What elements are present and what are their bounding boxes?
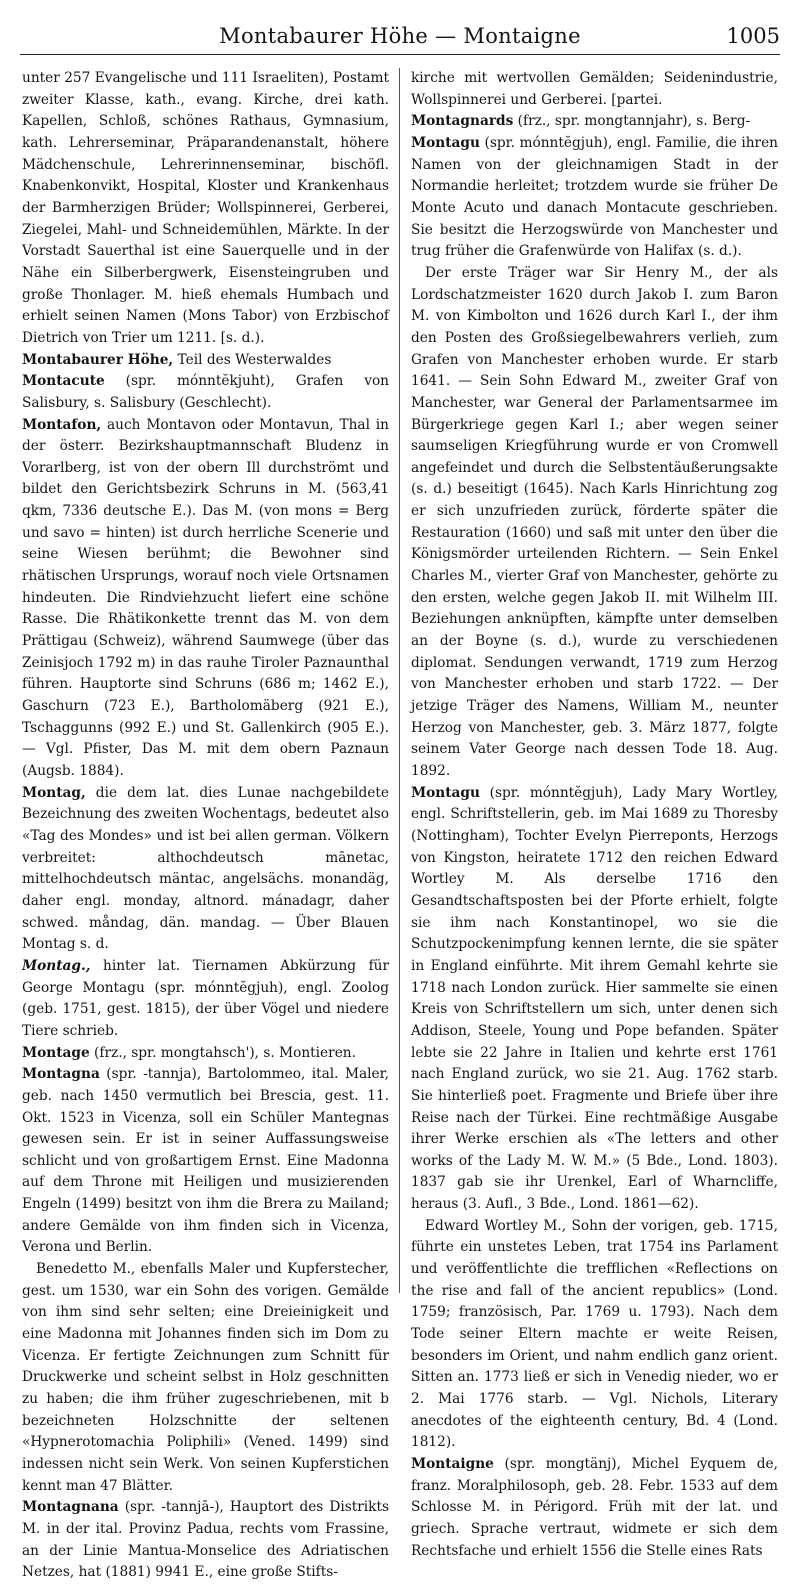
entry bbox=[22, 1064, 389, 1259]
entry-headword: Montagnana bbox=[22, 1499, 119, 1516]
left-column bbox=[22, 68, 390, 1581]
entry bbox=[22, 371, 389, 414]
entry-headword: Montage bbox=[22, 1044, 90, 1061]
entry bbox=[22, 68, 389, 350]
entry bbox=[22, 1043, 389, 1065]
entry-text: (frz., spr. mongtahsch'), s. Montieren. bbox=[89, 1044, 356, 1061]
entry-text: kirche mit wertvollen Gemälden; Seidenindustrie, Wollspinnerei und Gerberei. [partei. bbox=[411, 70, 778, 108]
entry-text: die dem lat. dies Lunae nachgebildete Bezeichnung des zweiten Wochentags, bedeutet also «Tag des Mondes» und ist bei allen german. Völkern verbreitet: althochdeutsch mānetac, mittelhochdeutsch mäntac, angelsächs. monandäg, daher engl. monday, altnord. mánadagr, daher schwed. måndag, dän. mandag. — Über Blauen Montag s. d. bbox=[22, 784, 390, 953]
entry-text: Benedetto M., ebenfalls Maler und Kupferstecher, gest. um 1530, war ein Sohn des vorigen. Gemälde von ihm sind sehr selten; eine Dreieinigkeit und eine Madonna mit Johannes finden sich im Dom zu Vicenza. Er fertigte Zeichnungen zum Schnitt für Druckwerke und scheint selbst in Holz geschnitten zu haben; die ihm früher zugeschriebenen, mit b bezeichneten Holzschnitte der seltenen «Hypnerotomachia Poliphili» (Vened. 1499) sind indessen nicht sein Werk. Von seinen Kupferstichen kennt man 47 Blätter. bbox=[22, 1261, 389, 1494]
entry-headword: Montagna bbox=[22, 1066, 100, 1083]
entry-text: (spr. -tannja), Bartolommeo, ital. Maler, geb. nach 1450 vermutlich bei Brescia, gest. 11. Okt. 1523 in Vicenza, soll ein Schüler Mantegnas gewesen sein. Er ist in seiner Auffassungsweise schlicht und von großartigem Ernst. Eine Madonna auf dem Throne mit Heiligen und musizierenden Engeln (1499) besitzt von ihm die Brera zu Mailand; andere Gemälde von ihm finden sich in Vicenza, Verona und Berlin. bbox=[22, 1066, 389, 1256]
entry-headword: Montagu bbox=[411, 784, 480, 801]
entry-text: (spr. mongtänj), Michel Eyquem de, franz. Moralphilosoph, geb. 28. Febr. 1533 auf dem Schlosse M. in Périgord. Früh mit der lat. und griech. Sprache vertraut, widmete er sich dem Rechtsfache und erhielt 1556 die Stelle eines Rats bbox=[411, 1456, 778, 1559]
entry-text: (spr. mónntĕkjuht), Grafen von Salisbury, s. Salisbury (Geschlecht). bbox=[22, 373, 389, 411]
entry bbox=[22, 956, 389, 1043]
entry-text: (spr. mónntĕgjuh), engl. Familie, die ihren Namen von der gleichnamigen Stadt in der Normandie herleitet; trotzdem wurde sie früher De Monte Acuto und danach Montacute geschrieben. Sie besitzt die Herzogswürde von Manchester und trug früher die Grafenwürde von Halifax (s. d.). bbox=[411, 134, 778, 260]
entry-text: Teil des Westerwaldes bbox=[173, 351, 332, 368]
entry bbox=[411, 68, 778, 111]
right-column bbox=[411, 68, 778, 1559]
entry-text: hinter lat. Tiernamen Abkürzung für George Montagu (spr. mónntĕgjuh), engl. Zoolog (geb. 1751, gest. 1815), der über Vögel und niedere Tiere schrieb. bbox=[22, 957, 389, 1039]
entry bbox=[22, 783, 389, 956]
entry-headword: Montagnards bbox=[411, 113, 514, 130]
column-divider bbox=[399, 68, 400, 1293]
entry bbox=[411, 133, 778, 263]
entry bbox=[411, 111, 778, 133]
entry-text: (frz., spr. mongtannjahr), s. Berg- bbox=[513, 113, 751, 130]
entry-text: Edward Wortley M., Sohn der vorigen, geb. 1715, führte ein unstetes Leben, trat 1754 ins Parlament und veröffentlichte die trefflichen «Reflections on the rise and fall of the ancient republics» (Lond. 1759; französisch, Par. 1769 u. 1793). Nach dem Tode seiner Eltern machte er weite Reisen, besonders im Orient, und nahm endlich ganz orient. Sitten an. 1773 ließ er sich in Venedig nieder, wo er 2. Mai 1776 starb. — Vgl. Nichols, Literary anecdotes of the eighteenth century, Bd. 4 (Lond. 1812). bbox=[411, 1217, 778, 1451]
entry-headword: Montacute bbox=[22, 373, 105, 390]
entry bbox=[411, 263, 778, 783]
entry-headword: Montagu bbox=[411, 134, 480, 151]
entry-headword: Montabaurer Höhe, bbox=[22, 351, 174, 368]
page-number: 1005 bbox=[726, 24, 780, 48]
entry-headword: Montag, bbox=[22, 784, 86, 801]
page-header bbox=[20, 24, 780, 55]
entry-text: Der erste Träger war Sir Henry M., der als Lordschatzmeister 1620 durch Jakob I. zum Baron M. von Kimbolton und 1626 durch Karl I., der ihm den Posten des Großsiegelbewahrers verlieh, zum Grafen von Manchester erhoben wurde. Er starb 1641. — Sein Sohn Edward M., zweiter Graf von Manchester, war General der Parlamentsarmee im Bürgerkriege gegen Karl I.; aber wegen seiner saumseligen Kriegführung wurde er von Cromwell angefeindet und durch die Selbstentäußerungsakte (s. d.) beseitigt (1645). Nach Karls Hinrichtung zog er sich unzufrieden zurück, förderte später die Restauration (1660) und saß mit unter den über die Königsmörder urteilenden Richtern. — Sein Enkel Charles M., vierter Graf von Manchester, gehörte zu den ersten, welche gegen Jakob II. mit Wilhelm III. Beziehungen anknüpften, kämpfte unter demselben an der Boyne (s. d.), wurde zu verschiedenen diplomat. Sendungen verwandt, 1719 zum Herzog von Manchester erhoben und starb 1722. — Der jetzige Träger des Namens, William M., neunter Herzog von Manchester, geb. 3. März 1877, folgte seinem Vater George nach dessen Tode 18. Aug. 1892. bbox=[411, 264, 778, 779]
entry-text: (spr. mónntĕgjuh), Lady Mary Wortley, engl. Schriftstellerin, geb. im Mai 1689 zu Thoresby (Nottingham), Tochter Evelyn Pierreponts, Herzogs von Kingston, heiratete 1712 den reichen Edward Wortley M. Als derselbe 1716 den Gesandtschaftsposten bei der Pforte erhielt, folgte sie ihm nach Konstantinopel, wo sie die Schutzpockenimpfung kennen lernte, die sie später in England einführte. Mit ihrem Gemahl kehrte sie 1718 nach London zurück. Hier sammelte sie einen Kreis von Schriftstellern um sich, unter denen sich Addison, Steele, Young und Pope befanden. Später lebte sie 22 Jahre in Italien und kehrte erst 1761 nach England zurück, wo sie 21. Aug. 1762 starb. Sie hinterließ poet. Fragmente und Briefe über ihre Reise nach der Türkei. Eine rechtmäßige Ausgabe ihrer Werke erschien als «The letters and other works of the Lady M. W. M.» (5 Bde., Lond. 1803). 1837 gab sie ihr Urenkel, Earl of Wharncliffe, heraus (3. Aufl., 3 Bde., Lond. 1861—62). bbox=[411, 784, 778, 1213]
entry-headword: Montag., bbox=[22, 957, 91, 974]
entry-text: (spr. -tannjā-), Hauptort des Distrikts M. in der ital. Provinz Padua, rechts vom Frassine, an der Linie Mantua-Monselice des Adriatischen Netzes, hat (1881) 9941 E., eine große Stifts- bbox=[22, 1499, 389, 1581]
entry-text: unter 257 Evangelische und 111 Israeliten), Postamt zweiter Klasse, kath., evang. Kirche, drei kath. Kapellen, Schloß, schönes Rathaus, Gymnasium, kath. Lehrerseminar, Präparandenanstalt, höhere Mädchenschule, Lehrerinnenseminar, bischöfl. Knabenkonvikt, Hospital, Kloster und Krankenhaus der Barmherzigen Brüder; Wollspinnerei, Gerberei, Ziegelei, Mahl- und Schneidemühlen, Märkte. In der Vorstadt Sauerthal ist eine Sauerquelle und in der Nähe ein Silberbergwerk, Eisensteingruben und große Thonlager. M. hieß ehemals Humbach und erhielt seinen Namen (Mons Tabor) von Erzbischof Dietrich von Trier um 1211. [s. d.). bbox=[22, 70, 389, 346]
entry bbox=[411, 1216, 778, 1454]
entry bbox=[411, 783, 778, 1216]
entry-headword: Montafon, bbox=[22, 416, 102, 433]
entry-text: auch Montavon oder Montavun, Thal in der österr. Bezirkshauptmannschaft Bludenz in Vorarlberg, ist von der obern Ill durchströmt und bildet den Gerichtsbezirk Schruns in M. (563,41 qkm, 7336 deutsche E.). Das M. (von mons = Berg und savo = hinten) ist durch herrliche Scenerie und seine Wiesen berühmt; die Bewohner sind rhätischen Ursprungs, worauf noch viele Ortsnamen hindeuten. Die Rindviehzucht liefert eine schöne Rasse. Die Rhätikonkette trennt das M. von dem Prättigau (Schweiz), während Saumwege (über das Zeinisjoch 1792 m) in das rauhe Tiroler Paznaunthal führen. Hauptorte sind Schruns (686 m; 1462 E.), Gaschurn (723 E.), Bartholomäberg (921 E.), Tschaggunns (992 E.) und St. Gallenkirch (905 E.). — Vgl. Pfister, Das M. mit dem obern Paznaun (Augsb. 1884). bbox=[22, 416, 389, 779]
running-head: Montabaurer Höhe — Montaigne bbox=[219, 24, 581, 48]
entry bbox=[22, 350, 389, 372]
entry bbox=[22, 1259, 389, 1497]
entry bbox=[22, 1497, 389, 1584]
entry bbox=[411, 1454, 778, 1562]
entry bbox=[22, 415, 389, 783]
entry-headword: Montaigne bbox=[411, 1456, 494, 1472]
